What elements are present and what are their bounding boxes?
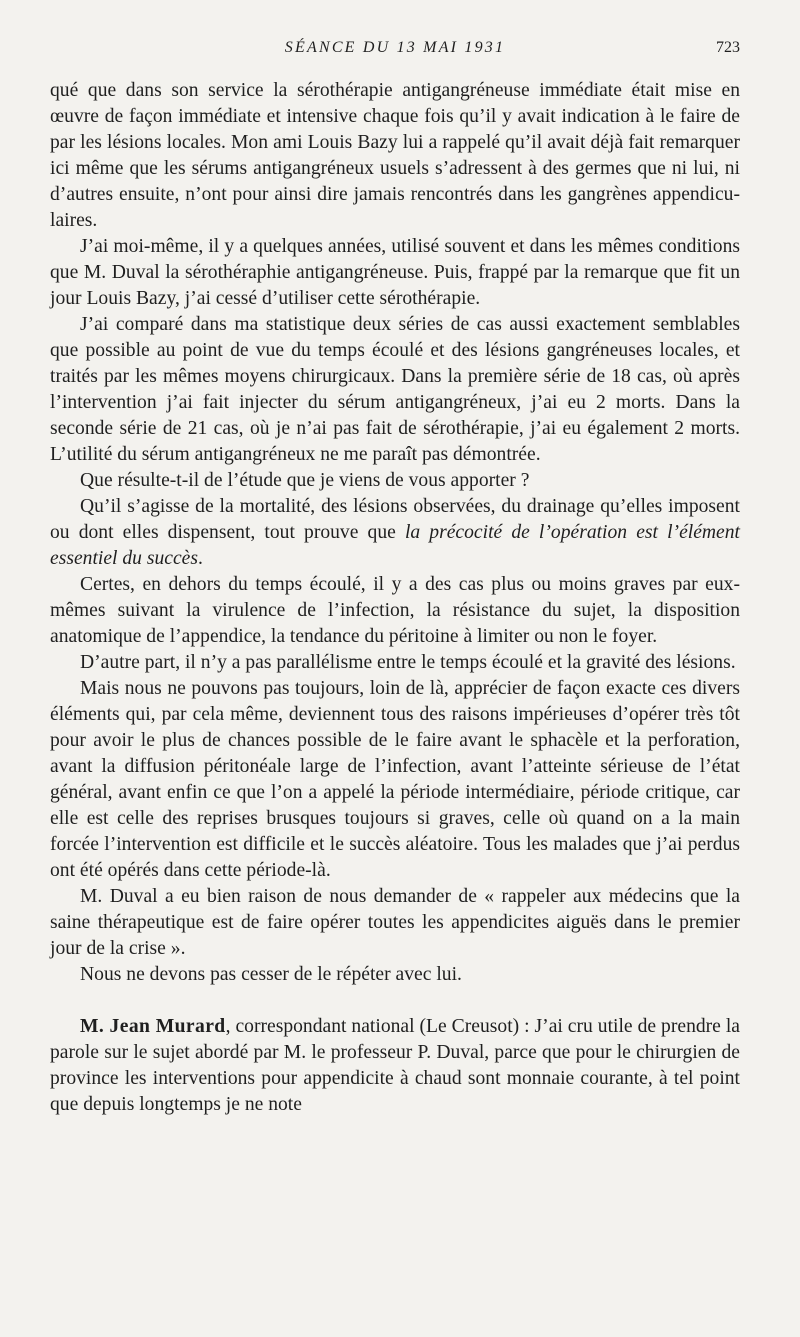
- speaker-name: M. Jean Murard: [80, 1016, 226, 1037]
- conclusion-text-start: Qu’il s’agisse de la mortalité, des lésions observées, du drainage qu’elles imposent ou dont elles dispensent, tout prouve que: [50, 496, 740, 543]
- conclusion-text-end: .: [198, 548, 203, 569]
- running-title: SÉANCE DU 13 MAI 1931: [284, 39, 506, 56]
- paragraph-conclusion: [50, 494, 740, 572]
- paragraph-early-operation: Mais nous ne pouvons pas toujours, loin de là, apprécier de façon exacte ces divers éléments qui, par cela même, deviennent tous des raisons impérieuses d’opérer très tôt pour avoir le plus de chances possible de le faire avant le sphacèle et la perforation, avant la diffusion péritonéale large de l’infection, avant l’atteinte sérieuse de l’état général, avant enfin ce que l’on a appelé la période intermédiaire, période critique, car elle est celle des reprises brusques toujours si graves, celle où quand on a la main forcée l’intervention est difficile et le succès aléatoire. Tous les malades que j’ai perdus ont été opérés dans cette période-là.: [50, 678, 740, 881]
- paragraph-question: Que résulte-t-il de l’étude que je viens de vous apporter ?: [80, 470, 530, 491]
- conclusion-emphasis: la précocité de l’opération est l’élément essentiel du succès: [50, 522, 740, 569]
- paragraph-continuation: qué que dans son service la sérothérapie antigangréneuse immédiate était mise en œuvre de façon immédiate et intensive chaque fois qu’il y avait indication à le faire de par les lésions locales. Mon ami Louis Bazy lui a rappelé qu’il avait déjà fait remarquer ici même que les sérums antigangréneux usuels s’adressent à des germes que ni lui, ni d’autres ensuite, n’ont pour ainsi dire jamais rencontrés dans les gangrènes appendiculaires.: [50, 80, 740, 231]
- paragraph-parallelism: D’autre part, il n’y a pas parallélisme entre le temps écoulé et la gravité des lésions.: [80, 652, 736, 673]
- paragraph-closing: Nous ne devons pas cesser de le répéter avec lui.: [80, 964, 462, 985]
- running-head: [50, 36, 740, 64]
- intervention-text: , correspondant national (Le Creusot) : J’ai cru utile de prendre la parole sur le sujet abordé par M. le professeur P. Duval, parce que pour le chirurgien de province les interventions pour appendicite à chaud sont monnaie courante, à tel point que depuis longtemps je ne note: [50, 1016, 740, 1115]
- paragraph-severity-factors: Certes, en dehors du temps écoulé, il y a des cas plus ou moins graves par eux-mêmes suivant la virulence de l’infection, la résistance du sujet, la disposition anatomique de l’appendice, la tendance du péritoine à limiter ou non le foyer.: [50, 574, 740, 647]
- paragraph-statistics: J’ai comparé dans ma statistique deux séries de cas aussi exactement semblables que possible au point de vue du temps écoulé et des lésions gangréneuses locales, et traités par les mêmes moyens chirurgicaux. Dans la première série de 18 cas, où après l’intervention j’ai fait injecter du sérum antigangréneux, j’ai eu 2 morts. Dans la seconde série de 21 cas, où je n’ai pas fait de sérothérapie, j’ai eu également 2 morts. L’utilité du sérum antigangréneux ne me paraît pas démontrée.: [50, 314, 740, 465]
- paragraph-serotherapy-experience: J’ai moi-même, il y a quelques années, utilisé souvent et dans les mêmes conditions que M. Duval la sérothéraphie antigangréneuse. Puis, frappé par la remarque que fit un jour Louis Bazy, j’ai cessé d’utiliser cette sérothérapie.: [50, 236, 740, 309]
- paragraph-intervention: [50, 1014, 740, 1118]
- body-text: [50, 78, 740, 1118]
- page-number: 723: [716, 39, 740, 56]
- paragraph-duval-quote: M. Duval a eu bien raison de nous demander de « rappeler aux médecins que la saine thérapeutique est de faire opérer toutes les appendicites aiguës dans le premier jour de la crise ».: [50, 886, 740, 959]
